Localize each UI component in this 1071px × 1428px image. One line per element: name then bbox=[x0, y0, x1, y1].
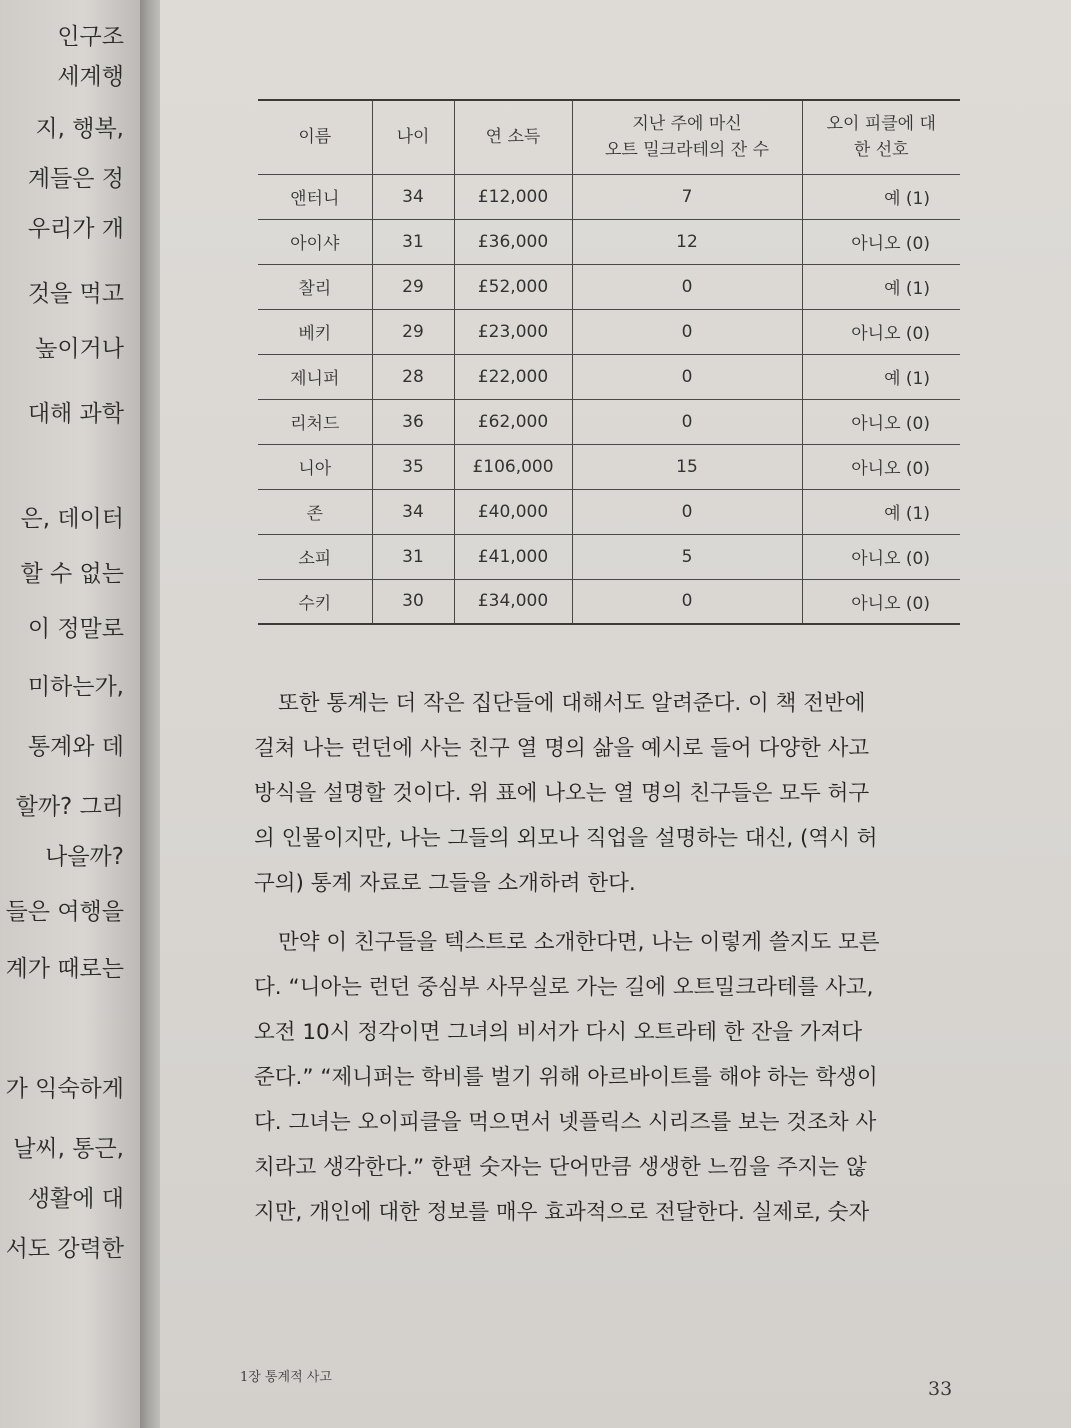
table-row bbox=[258, 219, 960, 264]
cell-latte-count: 0 bbox=[572, 399, 802, 444]
left-page-line: 할 수 없는 bbox=[20, 561, 124, 587]
book-gutter bbox=[140, 0, 162, 1428]
header-latte-count: 지난 주에 마신 오트 밀크라테의 잔 수 bbox=[572, 100, 802, 174]
table-row bbox=[258, 489, 960, 534]
running-footer: 1장 통계적 사고 bbox=[240, 1370, 332, 1385]
cell-pickle-preference: 아니오 (0) bbox=[802, 444, 960, 489]
cell-name: 소피 bbox=[258, 534, 372, 579]
cell-latte-count: 0 bbox=[572, 489, 802, 534]
cell-name: 존 bbox=[258, 489, 372, 534]
left-page-line: 가 익숙하게 bbox=[5, 1076, 124, 1102]
cell-income: £12,000 bbox=[454, 174, 572, 219]
text-line: 지만, 개인에 대한 정보를 매우 효과적으로 전달한다. 실제로, 숫자 bbox=[254, 1200, 870, 1225]
cell-income: £41,000 bbox=[454, 534, 572, 579]
table-row bbox=[258, 399, 960, 444]
cell-pickle-preference: 아니오 (0) bbox=[802, 309, 960, 354]
left-page-line: 대해 과학 bbox=[27, 401, 124, 427]
left-page-text bbox=[0, 0, 140, 1428]
text-line: 또한 통계는 더 작은 집단들에 대해서도 알려준다. 이 책 전반에 bbox=[278, 691, 866, 716]
cell-name: 리처드 bbox=[258, 399, 372, 444]
cell-income: £106,000 bbox=[454, 444, 572, 489]
table-row bbox=[258, 264, 960, 309]
left-page-line: 인구조 bbox=[57, 24, 124, 50]
cell-age: 34 bbox=[372, 489, 454, 534]
cell-income: £23,000 bbox=[454, 309, 572, 354]
cell-income: £36,000 bbox=[454, 219, 572, 264]
table-header-row bbox=[258, 100, 960, 174]
text-line: 오전 10시 정각이면 그녀의 비서가 다시 오트라테 한 잔을 가져다 bbox=[254, 1020, 863, 1045]
body-text bbox=[254, 681, 960, 1235]
cell-pickle-preference: 예 (1) bbox=[802, 174, 960, 219]
text-line: 준다.” “제니퍼는 학비를 벌기 위해 아르바이트를 해야 하는 학생이 bbox=[254, 1065, 878, 1090]
cell-name: 베키 bbox=[258, 309, 372, 354]
table-row bbox=[258, 174, 960, 219]
cell-pickle-preference: 아니오 (0) bbox=[802, 579, 960, 624]
cell-pickle-preference: 예 (1) bbox=[802, 264, 960, 309]
table-row bbox=[258, 579, 960, 624]
cell-latte-count: 0 bbox=[572, 264, 802, 309]
cell-name: 찰리 bbox=[258, 264, 372, 309]
header-age: 나이 bbox=[372, 100, 454, 174]
cell-name: 니아 bbox=[258, 444, 372, 489]
cell-pickle-preference: 예 (1) bbox=[802, 354, 960, 399]
page-number: 33 bbox=[928, 1378, 953, 1400]
cell-latte-count: 0 bbox=[572, 309, 802, 354]
text-line: 걸쳐 나는 런던에 사는 친구 열 명의 삶을 예시로 들어 다양한 사고 bbox=[254, 736, 870, 761]
cell-name: 아이샤 bbox=[258, 219, 372, 264]
table-body bbox=[258, 174, 960, 624]
cell-age: 31 bbox=[372, 534, 454, 579]
left-page-line: 생활에 대 bbox=[27, 1186, 124, 1212]
header-income: 연 소득 bbox=[454, 100, 572, 174]
cell-latte-count: 5 bbox=[572, 534, 802, 579]
cell-age: 36 bbox=[372, 399, 454, 444]
table-row bbox=[258, 534, 960, 579]
cell-pickle-preference: 아니오 (0) bbox=[802, 219, 960, 264]
left-page-line: 이 정말로 bbox=[27, 616, 124, 642]
header-pickle-preference: 오이 피클에 대 한 선호 bbox=[802, 100, 960, 174]
cell-name: 앤터니 bbox=[258, 174, 372, 219]
table-row bbox=[258, 309, 960, 354]
left-page-line: 지, 행복, bbox=[35, 116, 124, 142]
cell-age: 29 bbox=[372, 309, 454, 354]
text-line: 방식을 설명할 것이다. 위 표에 나오는 열 명의 친구들은 모두 허구 bbox=[254, 781, 870, 806]
cell-latte-count: 12 bbox=[572, 219, 802, 264]
table-row bbox=[258, 354, 960, 399]
text-line: 구의) 통계 자료로 그들을 소개하려 한다. bbox=[254, 871, 636, 896]
left-page-line: 나을까? bbox=[45, 844, 124, 870]
left-page-line: 서도 강력한 bbox=[5, 1236, 124, 1262]
left-page-line: 통계와 데 bbox=[27, 734, 124, 760]
cell-income: £40,000 bbox=[454, 489, 572, 534]
left-page-line: 계들은 정 bbox=[27, 166, 124, 192]
paragraph bbox=[254, 681, 960, 906]
cell-income: £62,000 bbox=[454, 399, 572, 444]
cell-name: 제니퍼 bbox=[258, 354, 372, 399]
text-line: 의 인물이지만, 나는 그들의 외모나 직업을 설명하는 대신, (역시 허 bbox=[254, 826, 878, 851]
table-row bbox=[258, 444, 960, 489]
cell-pickle-preference: 예 (1) bbox=[802, 489, 960, 534]
left-page-line: 세계행 bbox=[57, 64, 124, 90]
cell-name: 수키 bbox=[258, 579, 372, 624]
cell-age: 35 bbox=[372, 444, 454, 489]
left-page-line: 우리가 개 bbox=[27, 216, 124, 242]
cell-age: 28 bbox=[372, 354, 454, 399]
left-page-line: 날씨, 통근, bbox=[13, 1136, 124, 1162]
left-page-line: 것을 먹고 bbox=[27, 281, 124, 307]
cell-income: £52,000 bbox=[454, 264, 572, 309]
cell-latte-count: 15 bbox=[572, 444, 802, 489]
header-name: 이름 bbox=[258, 100, 372, 174]
left-page-line: 높이거나 bbox=[35, 336, 124, 362]
left-page-line: 미하는가, bbox=[27, 674, 124, 700]
cell-latte-count: 0 bbox=[572, 354, 802, 399]
cell-age: 34 bbox=[372, 174, 454, 219]
text-line: 다. 그녀는 오이피클을 먹으면서 넷플릭스 시리즈를 보는 것조차 사 bbox=[254, 1110, 877, 1135]
cell-age: 31 bbox=[372, 219, 454, 264]
text-line: 다. “니아는 런던 중심부 사무실로 가는 길에 오트밀크라테를 사고, bbox=[254, 975, 874, 1000]
cell-age: 29 bbox=[372, 264, 454, 309]
cell-latte-count: 0 bbox=[572, 579, 802, 624]
left-page-line: 할까? 그리 bbox=[15, 794, 124, 820]
cell-income: £34,000 bbox=[454, 579, 572, 624]
cell-latte-count: 7 bbox=[572, 174, 802, 219]
cell-age: 30 bbox=[372, 579, 454, 624]
paragraph bbox=[254, 920, 960, 1235]
friends-data-table bbox=[258, 99, 960, 625]
cell-pickle-preference: 아니오 (0) bbox=[802, 399, 960, 444]
left-page-line: 들은 여행을 bbox=[5, 899, 124, 925]
cell-pickle-preference: 아니오 (0) bbox=[802, 534, 960, 579]
text-line: 만약 이 친구들을 텍스트로 소개한다면, 나는 이렇게 쓸지도 모른 bbox=[278, 930, 880, 955]
left-page-line: 계가 때로는 bbox=[5, 956, 124, 982]
left-page-line: 은, 데이터 bbox=[20, 506, 124, 532]
left-page bbox=[0, 0, 140, 1428]
cell-income: £22,000 bbox=[454, 354, 572, 399]
text-line: 치라고 생각한다.” 한편 숫자는 단어만큼 생생한 느낌을 주지는 않 bbox=[254, 1155, 867, 1180]
